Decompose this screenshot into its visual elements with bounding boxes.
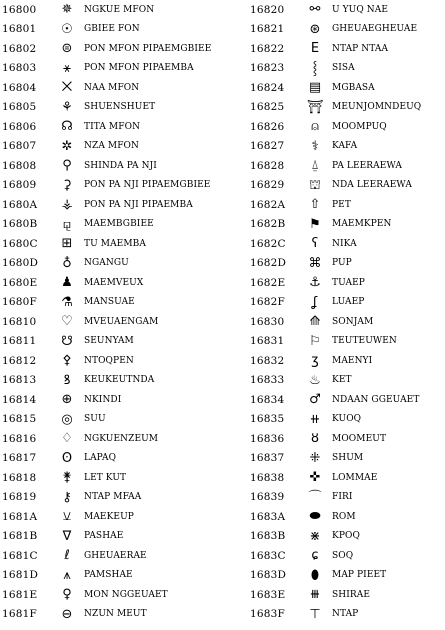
glyph-icon: ♁ [62, 255, 72, 271]
character-name: SHINDA PA NJI [84, 160, 157, 171]
character-row [250, 351, 445, 371]
character-row [0, 332, 222, 352]
code-point: 1681A [2, 510, 38, 523]
character-row [250, 332, 445, 352]
glyph-icon: ♢ [61, 431, 73, 447]
character-name: MAEMVEUX [84, 277, 144, 288]
code-point: 1681F [2, 608, 38, 621]
code-point: 16801 [2, 23, 37, 36]
code-point: 16807 [2, 140, 37, 153]
character-name: LET KUT [84, 472, 127, 483]
character-name: NTOQPEN [84, 355, 134, 366]
character-name: NTAP MFAA [84, 492, 142, 503]
character-row [250, 527, 445, 547]
glyph-icon: ⚑ [309, 216, 321, 232]
character-row [0, 546, 222, 566]
character-name: KAFA [332, 141, 358, 152]
code-point: 1681C [2, 549, 38, 562]
code-point: 16802 [2, 42, 37, 55]
glyph-icon: ⚕ [311, 138, 319, 154]
code-point: 16813 [2, 374, 37, 387]
code-point: 16833 [250, 374, 285, 387]
character-row [0, 312, 222, 332]
glyph-icon: ⚲ [62, 158, 72, 174]
character-row [0, 566, 222, 586]
character-row [0, 527, 222, 547]
character-name: LAPAQ [84, 453, 117, 464]
code-point: 1680D [2, 257, 39, 270]
character-name: NGANGU [84, 258, 129, 269]
character-row [250, 293, 445, 313]
character-name: PUP [332, 258, 352, 269]
glyph-icon: ♂ [309, 392, 321, 408]
character-row [0, 137, 222, 157]
character-name: MON NGGEUAET [84, 589, 168, 600]
character-name: MAP PIEET [332, 570, 387, 581]
code-point: 16824 [250, 81, 285, 94]
glyph-icon: ⛫ [309, 177, 321, 193]
glyph-icon: ⚼ [62, 216, 72, 232]
character-name: PET [332, 199, 351, 210]
character-row [0, 488, 222, 508]
character-row [250, 195, 445, 215]
character-row [250, 117, 445, 137]
character-row [0, 351, 222, 371]
glyph-icon: ∇ [62, 528, 72, 544]
glyph-icon: ⬮ [310, 567, 320, 583]
glyph-icon: ⚺ [62, 509, 72, 525]
character-row [250, 137, 445, 157]
glyph-icon: ✲ [61, 138, 73, 154]
character-name: PASHAE [84, 531, 124, 542]
code-point: 16811 [2, 335, 37, 348]
code-point: 16810 [2, 315, 37, 328]
character-row [250, 254, 445, 274]
glyph-icon: ⊜ [61, 41, 73, 57]
character-row [250, 0, 445, 20]
glyph-icon: ⚵ [62, 470, 72, 486]
character-name: PON MFON PIPAEMBA [84, 63, 194, 74]
glyph-icon: ⚳ [62, 177, 72, 193]
glyph-icon: ⛩ [306, 99, 324, 115]
character-row [0, 20, 222, 40]
glyph-icon: ♡ [61, 314, 73, 330]
glyph-icon: ɕ [311, 548, 319, 564]
code-point: 16823 [250, 62, 285, 75]
character-name: LUAEP [332, 297, 365, 308]
glyph-icon: ◎ [61, 411, 73, 427]
glyph-icon: ⩚ [63, 567, 71, 583]
character-name: NIKA [332, 238, 357, 249]
character-name: TEUTEUWEN [332, 336, 397, 347]
character-name: KPOQ [332, 531, 360, 542]
code-point: 1683C [250, 549, 286, 562]
code-point: 16803 [2, 62, 37, 75]
character-row [250, 98, 445, 118]
code-point: 1683A [250, 510, 286, 523]
code-point: 16819 [2, 491, 37, 504]
code-point: 1683B [250, 530, 286, 543]
code-point: 16820 [250, 3, 285, 16]
character-name: PON PA NJI PIPAEMGBIEE [84, 180, 211, 191]
character-name: NGKUE MFON [84, 4, 155, 15]
glyph-icon: ⚯ [309, 2, 321, 18]
character-name: MEUNJOMNDEUQ [332, 102, 422, 113]
glyph-icon: ʘ [61, 450, 73, 466]
character-row [250, 546, 445, 566]
character-name: SHUENSHUET [84, 102, 156, 113]
character-name: PON PA NJI PIPAEMBA [84, 199, 193, 210]
glyph-icon: ⍙ [311, 158, 319, 174]
glyph-icon: ⚷ [62, 489, 72, 505]
glyph-icon: ☉ [61, 21, 73, 37]
character-name: NDAAN GGEUAET [332, 394, 420, 405]
character-row [250, 566, 445, 586]
character-name: SHUM [332, 453, 364, 464]
character-name: PA LEERAEWA [332, 160, 402, 171]
character-row [0, 215, 222, 235]
character-name: NAA MFON [84, 82, 140, 93]
glyph-icon: ☊ [61, 119, 73, 135]
code-point: 16832 [250, 354, 285, 367]
code-point: 16814 [2, 393, 37, 406]
glyph-icon: ⍝ [311, 119, 319, 135]
code-point: 16805 [2, 101, 37, 114]
character-name: TU MAEMBA [84, 238, 146, 249]
character-row [250, 20, 445, 40]
glyph-icon: Ε [310, 41, 320, 57]
code-point: 1682A [250, 198, 286, 211]
code-point: 16825 [250, 101, 285, 114]
glyph-icon: ȣ [311, 431, 319, 447]
character-row [250, 371, 445, 391]
character-name: TITA MFON [84, 121, 141, 132]
character-name: GBIEE FON [84, 24, 140, 35]
code-point: 16816 [2, 432, 37, 445]
character-row [0, 371, 222, 391]
character-row [250, 39, 445, 59]
character-row [0, 468, 222, 488]
code-point: 1682B [250, 218, 286, 231]
code-point: 16818 [2, 471, 37, 484]
glyph-icon: ⧺ [309, 411, 321, 427]
glyph-icon: ⌒ [308, 489, 322, 505]
character-name: GHEUAERAE [84, 550, 147, 561]
code-point: 1682E [250, 276, 286, 289]
glyph-icon: ⚗ [61, 294, 73, 310]
character-row [0, 293, 222, 313]
character-name: SUU [84, 414, 106, 425]
code-point: 16837 [250, 452, 285, 465]
code-point: 16827 [250, 140, 285, 153]
character-name: SEUNYAM [84, 336, 134, 347]
code-point: 16829 [250, 179, 285, 192]
glyph-icon: ⊤ [309, 606, 321, 622]
character-row [250, 468, 445, 488]
glyph-icon: ☋ [61, 333, 73, 349]
character-name: MAEMBGBIEE [84, 219, 154, 230]
code-point: 16800 [2, 3, 37, 16]
code-point: 1682D [250, 257, 287, 270]
code-point: 1681D [2, 569, 39, 582]
glyph-icon: ⇧ [309, 197, 321, 213]
character-name: MAEMKPEN [332, 219, 392, 230]
glyph-icon: ⚶ [61, 197, 73, 213]
glyph-icon: ⟰ [309, 314, 321, 330]
glyph-icon: ♀ [62, 587, 72, 603]
character-row [250, 410, 445, 430]
character-name: U YUQ NAE [332, 4, 389, 15]
character-name: MANSUAE [84, 297, 135, 308]
character-row [250, 585, 445, 605]
glyph-icon: ✵ [61, 2, 73, 18]
glyph-icon: ⚓ [309, 275, 321, 291]
character-name: KEUKEUTNDA [84, 375, 155, 386]
glyph-icon: ℓ [64, 548, 70, 564]
code-point: 1682F [250, 296, 286, 309]
character-name: SONJAM [332, 316, 374, 327]
character-name: SOQ [332, 550, 354, 561]
character-row [250, 605, 445, 625]
glyph-icon: ⚘ [61, 99, 73, 115]
character-row [250, 156, 445, 176]
character-row [0, 273, 222, 293]
glyph-icon: ⬬ [309, 509, 321, 525]
character-row [250, 488, 445, 508]
character-name: NZUN MEUT [84, 609, 147, 620]
character-row [0, 390, 222, 410]
glyph-icon: ʆ [312, 294, 318, 310]
code-point: 16836 [250, 432, 285, 445]
character-name: MAEKEUP [84, 511, 134, 522]
character-name: NZA MFON [84, 141, 140, 152]
character-row [0, 59, 222, 79]
character-row [0, 449, 222, 469]
character-row [0, 410, 222, 430]
character-name: NGKUENZEUM [84, 433, 159, 444]
code-point: 16830 [250, 315, 285, 328]
glyph-icon: ʒ [311, 353, 319, 369]
character-row [0, 117, 222, 137]
code-point: 1680F [2, 296, 38, 309]
character-row [0, 429, 222, 449]
code-point: 16821 [250, 23, 285, 36]
glyph-icon: ▤ [308, 80, 322, 96]
code-point: 16828 [250, 159, 285, 172]
character-name: LOMMAE [332, 472, 378, 483]
code-point: 16804 [2, 81, 37, 94]
code-point: 1680E [2, 276, 38, 289]
code-point: 1680B [2, 218, 38, 231]
character-row [250, 273, 445, 293]
character-name: KUOQ [332, 414, 362, 425]
left-column [0, 0, 222, 624]
character-name: PON MFON PIPAEMGBIEE [84, 43, 212, 54]
character-name: SHIRAE [332, 589, 371, 600]
character-row [0, 605, 222, 625]
code-point: 16834 [250, 393, 285, 406]
glyph-icon: ⧻ [309, 587, 321, 603]
character-name: NKINDI [84, 394, 122, 405]
code-point: 16812 [2, 354, 37, 367]
code-point: 16835 [250, 413, 285, 426]
code-point: 16806 [2, 120, 37, 133]
character-row [0, 156, 222, 176]
character-row [0, 176, 222, 196]
character-row [250, 429, 445, 449]
glyph-icon: ⚴ [62, 353, 72, 369]
code-point: 1681B [2, 530, 38, 543]
code-point: 16809 [2, 179, 37, 192]
character-name: ROM [332, 511, 356, 522]
character-name: NTAP NTAA [332, 43, 389, 54]
character-row [250, 59, 445, 79]
code-point: 16815 [2, 413, 37, 426]
character-row [250, 176, 445, 196]
character-row [0, 0, 222, 20]
code-point: 16817 [2, 452, 37, 465]
character-row [0, 507, 222, 527]
code-point: 16839 [250, 491, 285, 504]
glyph-icon: ʕ [311, 236, 319, 252]
character-name: MOOMPUQ [332, 121, 387, 132]
glyph-icon: ⚐ [309, 333, 321, 349]
character-row [250, 78, 445, 98]
character-row [250, 449, 445, 469]
glyph-icon: ⚹ [63, 60, 71, 76]
code-point: 1683E [250, 588, 286, 601]
character-name: TUAEP [332, 277, 365, 288]
character-row [250, 507, 445, 527]
code-point: 1680A [2, 198, 38, 211]
glyph-icon: ⨉ [61, 80, 73, 96]
code-point: 16826 [250, 120, 285, 133]
character-row [0, 195, 222, 215]
right-column [250, 0, 445, 624]
code-point: 16831 [250, 335, 285, 348]
character-name: SISA [332, 63, 355, 74]
character-row [0, 78, 222, 98]
character-name: MVEUAENGAM [84, 316, 159, 327]
glyph-icon: ⌘ [308, 255, 322, 271]
glyph-icon: ⊖ [61, 606, 73, 622]
character-row [0, 585, 222, 605]
character-name: PAMSHAE [84, 570, 133, 581]
code-point: 1683F [250, 608, 286, 621]
code-point: 16838 [250, 471, 285, 484]
character-name: MAENYI [332, 355, 373, 366]
glyph-icon: ✜ [309, 470, 321, 486]
character-row [250, 215, 445, 235]
character-row [0, 234, 222, 254]
glyph-icon: ⋇ [309, 528, 321, 544]
glyph-icon: ꝸ [63, 372, 71, 388]
code-point: 1683D [250, 569, 287, 582]
character-name: MGBASA [332, 82, 375, 93]
code-point: 16808 [2, 159, 37, 172]
character-row [0, 254, 222, 274]
code-point: 1681E [2, 588, 38, 601]
glyph-icon: ♟ [61, 275, 73, 291]
character-row [0, 39, 222, 59]
glyph-icon: ⸾ [312, 60, 318, 76]
code-point: 1682C [250, 237, 286, 250]
character-name: MOOMEUT [332, 433, 387, 444]
character-row [250, 312, 445, 332]
character-row [0, 98, 222, 118]
glyph-icon: ⊕ [61, 392, 73, 408]
code-point: 1680C [2, 237, 38, 250]
glyph-icon: ♨ [309, 372, 321, 388]
character-name: FIRI [332, 492, 353, 503]
character-row [250, 234, 445, 254]
glyph-icon: ⁜ [309, 450, 321, 466]
character-name: GHEUAEGHEUAE [332, 24, 418, 35]
glyph-icon: ⊞ [61, 236, 73, 252]
character-name: NDA LEERAEWA [332, 180, 412, 191]
glyph-icon: ⊛ [309, 21, 321, 37]
code-point: 16822 [250, 42, 285, 55]
character-name: NTAP [332, 609, 359, 620]
character-name: KET [332, 375, 352, 386]
character-row [250, 390, 445, 410]
